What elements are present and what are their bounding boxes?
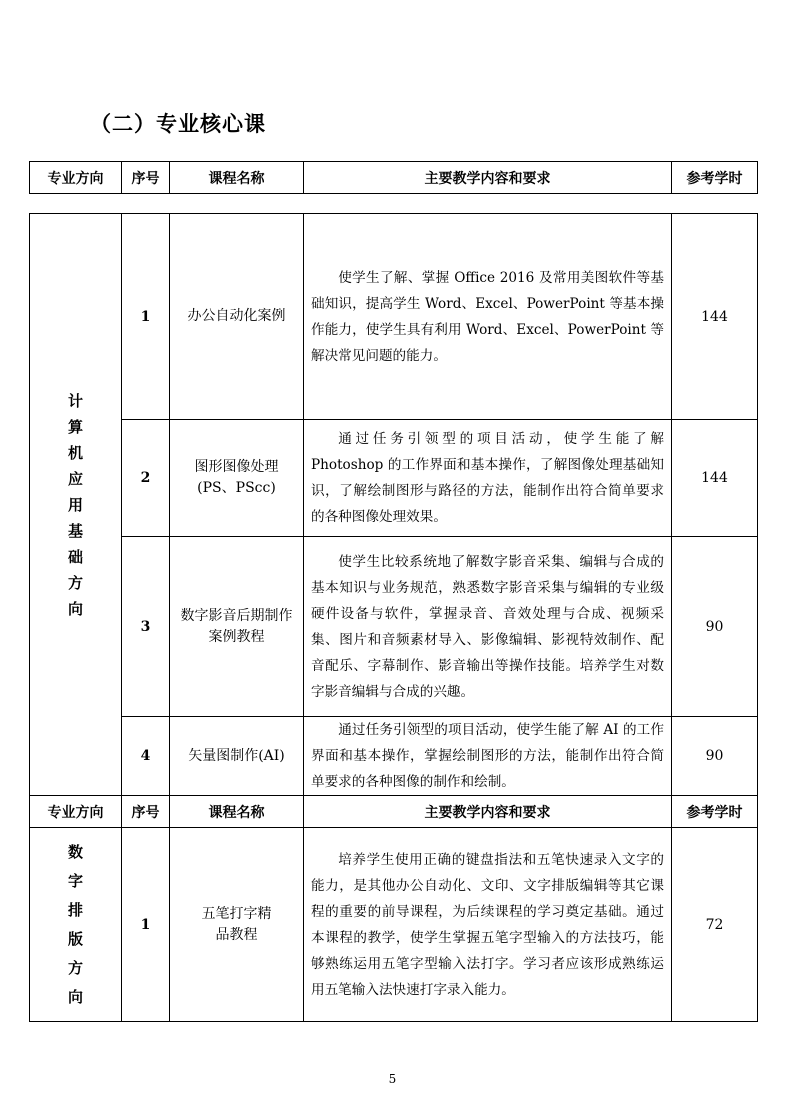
table-row <box>30 717 758 796</box>
direction-label: 数字排版方向 <box>67 842 83 1006</box>
table-row <box>30 214 758 420</box>
course-content <box>304 420 672 537</box>
course-content-text: 使学生了解、掌握 Office 2016 及常用美图软件等基础知识，提高学生 Word、Excel、PowerPoint 等基本操作能力，使学生具有利用 Word、Excel、PowerPoint 等解决常见问题的能力。 <box>311 269 664 364</box>
header-seq: 序号 <box>122 162 170 194</box>
course-content <box>304 828 672 1022</box>
course-content-text: 培养学生使用正确的键盘指法和五笔快速录入文字的能力，是其他办公自动化、文印、文字排版编辑等其它课程的重要的前导课程，为后续课程的学习奠定基础。通过本课程的教学，使学生掌握五笔字型输入的方法技巧，能够熟练运用五笔字型输入法打字。学习者应该形成熟练运用五笔输入法快速打字录入能力。 <box>311 851 664 998</box>
course-name-text: 数字影音后期制作案例教程 <box>180 607 293 645</box>
page-number: 5 <box>388 1072 397 1086</box>
seq-cell: 4 <box>122 717 170 796</box>
course-content-text: 使学生比较系统地了解数字影音采集、编辑与合成的基本知识与业务规范，熟悉数字影音采集与编辑的专业级硬件设备与软件，掌握录音、音效处理与合成、视频采集、图片和音频素材导入、影像编辑、影视特效制作、配音配乐、字幕制作、影音输出等操作技能。培养学生对数字影音编辑与合成的兴趣。 <box>311 553 664 700</box>
course-content <box>304 537 672 717</box>
repeat-header-row <box>30 796 758 828</box>
direction-label: 计算机应用基础方向 <box>67 391 83 618</box>
hours-cell: 72 <box>672 828 758 1022</box>
header-direction: 专业方向 <box>30 162 122 194</box>
header-course: 课程名称 <box>170 796 304 828</box>
header-content: 主要教学内容和要求 <box>304 162 672 194</box>
course-content <box>304 717 672 796</box>
course-name <box>170 828 304 1022</box>
course-name <box>170 420 304 537</box>
table-row <box>30 420 758 537</box>
section-title: （二）专业核心课 <box>90 112 266 136</box>
course-name <box>170 537 304 717</box>
course-table <box>29 213 758 1022</box>
header-table <box>29 161 758 194</box>
seq-cell: 3 <box>122 537 170 717</box>
header-hours: 参考学时 <box>672 162 758 194</box>
table-row <box>30 828 758 1022</box>
direction-cell <box>30 828 122 1022</box>
course-content <box>304 214 672 420</box>
course-name: 矢量图制作(AI) <box>170 717 304 796</box>
seq-cell: 2 <box>122 420 170 537</box>
course-content-text: 通过任务引领型的项目活动，使学生能了解 Photoshop 的工作界面和基本操作，了解图像处理基础知识，了解绘制图形与路径的方法，能制作出符合简单要求的各种图像处理效果。 <box>311 431 664 525</box>
course-name-text: 五笔打字精品教程 <box>201 905 272 943</box>
direction-cell <box>30 214 122 796</box>
course-name-text: 图形图像处理(PS、PScc) <box>194 459 279 496</box>
seq-cell: 1 <box>122 828 170 1022</box>
header-seq: 序号 <box>122 796 170 828</box>
table-row <box>30 537 758 717</box>
hours-cell: 144 <box>672 420 758 537</box>
seq-cell: 1 <box>122 214 170 420</box>
hours-cell: 144 <box>672 214 758 420</box>
header-direction: 专业方向 <box>30 796 122 828</box>
header-course: 课程名称 <box>170 162 304 194</box>
hours-cell: 90 <box>672 537 758 717</box>
header-hours: 参考学时 <box>672 796 758 828</box>
header-content: 主要教学内容和要求 <box>304 796 672 828</box>
hours-cell: 90 <box>672 717 758 796</box>
course-content-text: 通过任务引领型的项目活动，使学生能了解 AI 的工作界面和基本操作，掌握绘制图形的方法，能制作出符合简单要求的各种图像的制作和绘制。 <box>311 722 664 790</box>
course-name: 办公自动化案例 <box>170 214 304 420</box>
